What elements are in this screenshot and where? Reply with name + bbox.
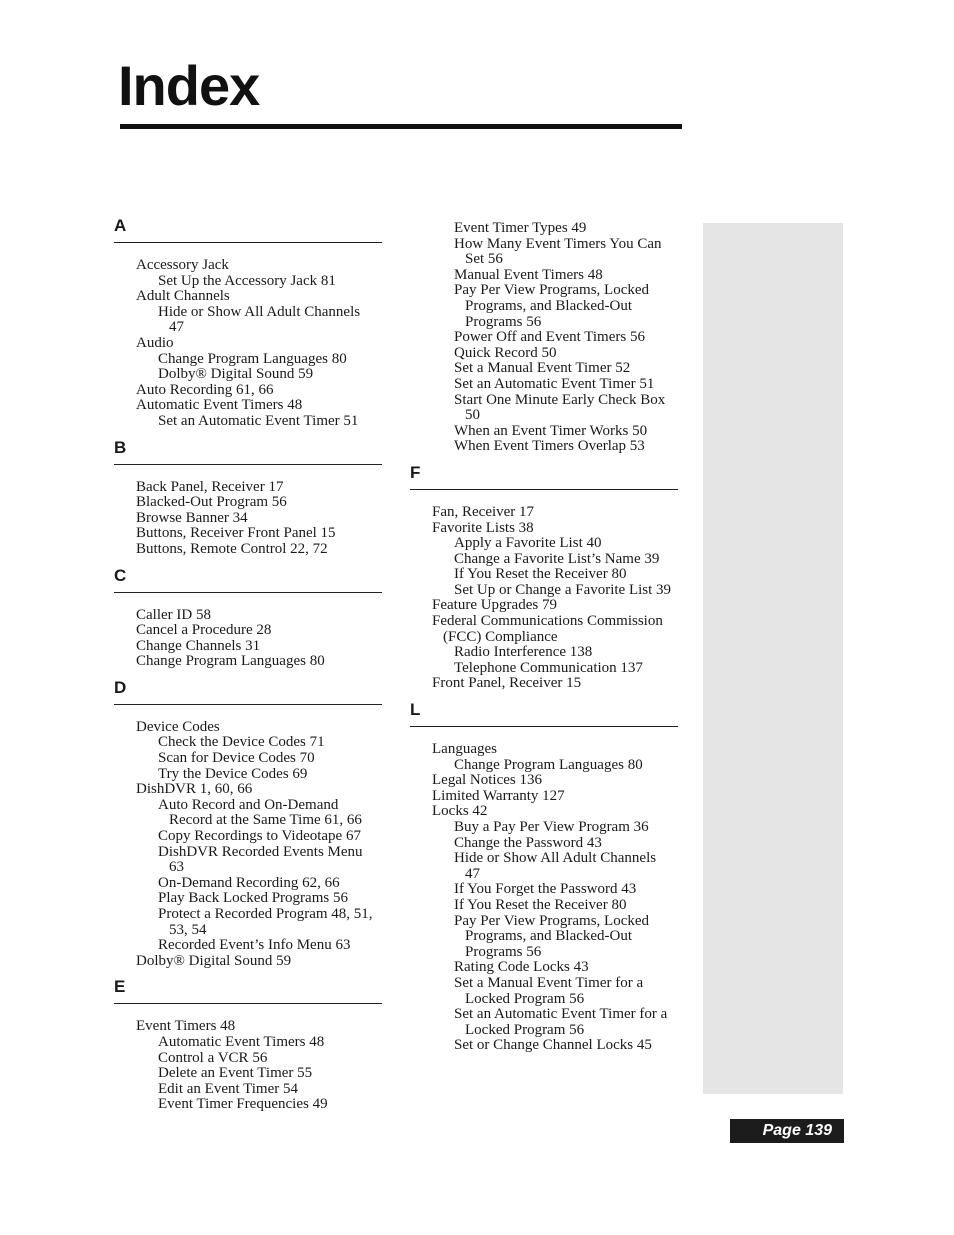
index-entry <box>114 398 382 414</box>
entry-text: Hide or Show All Adult Channels <box>454 850 657 867</box>
entry-text-continued: Record at the Same Time 61, 66 <box>169 812 362 829</box>
index-subentry <box>114 907 382 938</box>
entry-text: Rating Code Locks 43 <box>454 959 589 976</box>
entry-text-continued: 47 <box>465 865 480 882</box>
entry-text: Buy a Pay Per View Program 36 <box>454 819 649 835</box>
entry-text: Favorite Lists 38 <box>432 519 534 536</box>
index-subentry <box>410 567 678 583</box>
index-subentry <box>410 661 678 677</box>
entry-text: Change a Favorite List’s Name 39 <box>454 550 660 567</box>
page-title: Index <box>118 54 260 117</box>
index-entry <box>114 289 382 305</box>
entry-text: Power Off and Event Timers 56 <box>454 329 645 346</box>
entry-text: Start One Minute Early Check Box <box>454 391 666 408</box>
entry-text: Change Program Languages 80 <box>454 756 643 773</box>
index-subentry <box>410 820 678 836</box>
index-subentry <box>410 645 678 661</box>
section-rule <box>114 704 382 705</box>
index-entry <box>114 1019 382 1035</box>
entry-text-continued: (FCC) Compliance <box>443 628 558 645</box>
index-subentry <box>410 758 678 774</box>
index-subentry <box>410 552 678 568</box>
index-subentry <box>410 836 678 852</box>
page-number-label: Page 139 <box>730 1119 844 1143</box>
entry-text: Buttons, Receiver Front Panel 15 <box>136 525 336 542</box>
entry-text-continued: 53, 54 <box>169 921 207 938</box>
entry-text: Manual Event Timers 48 <box>454 266 603 283</box>
entry-text: Control a VCR 56 <box>158 1049 268 1066</box>
index-subentry <box>114 876 382 892</box>
section-letter: D <box>114 677 127 697</box>
index-entry <box>114 511 382 527</box>
entry-text: Pay Per View Programs, Locked <box>454 912 650 929</box>
entry-text: Edit an Event Timer 54 <box>158 1080 298 1097</box>
entry-text: Event Timers 48 <box>136 1018 236 1035</box>
entry-text: Set an Automatic Event Timer 51 <box>158 412 359 429</box>
entry-text: Limited Warranty 127 <box>432 787 565 804</box>
section-rule <box>114 242 382 243</box>
entry-text: Pay Per View Programs, Locked <box>454 282 650 299</box>
index-subentry <box>410 377 678 393</box>
index-entry <box>114 608 382 624</box>
index-entry <box>410 505 678 521</box>
entry-text: Radio Interference 138 <box>454 644 593 661</box>
index-subentry <box>410 851 678 882</box>
index-subentry <box>410 361 678 377</box>
entry-text-continued: Locked Program 56 <box>465 1021 585 1038</box>
entry-text: Buttons, Remote Control 22, 72 <box>136 540 328 557</box>
entry-text: Event Timer Types 49 <box>454 220 587 236</box>
index-column-left <box>114 216 382 1121</box>
index-entry <box>114 639 382 655</box>
index-subentry <box>410 882 678 898</box>
entry-text-continued: Programs, and Blacked-Out <box>465 928 633 945</box>
index-entry <box>410 676 678 692</box>
entry-text-continued: 63 <box>169 859 184 876</box>
entry-text: Automatic Event Timers 48 <box>136 397 303 414</box>
entry-text: Fan, Receiver 17 <box>432 503 535 520</box>
entry-text: Quick Record 50 <box>454 344 557 361</box>
index-entry <box>114 542 382 558</box>
index-entry <box>114 526 382 542</box>
entry-text: On-Demand Recording 62, 66 <box>158 874 340 891</box>
section-rule <box>114 592 382 593</box>
entry-text: Set Up the Accessory Jack 81 <box>158 272 336 289</box>
index-entry <box>114 782 382 798</box>
entry-text-continued: Set 56 <box>465 251 503 268</box>
entry-text: Caller ID 58 <box>136 606 211 623</box>
index-subentry <box>410 536 678 552</box>
title-rule <box>120 124 682 129</box>
index-section <box>114 566 382 670</box>
entry-text: Set a Manual Event Timer for a <box>454 974 644 991</box>
entry-text-continued: 50 <box>465 407 480 424</box>
entry-text: Apply a Favorite List 40 <box>454 535 602 552</box>
entry-text: Delete an Event Timer 55 <box>158 1065 313 1082</box>
index-subentry <box>114 274 382 290</box>
index-section <box>114 438 382 558</box>
entry-text: Set an Automatic Event Timer 51 <box>454 375 655 392</box>
entry-text: How Many Event Timers You Can <box>454 235 662 252</box>
section-letter: B <box>114 437 127 457</box>
entry-text: Recorded Event’s Info Menu 63 <box>158 937 351 954</box>
entry-text: DishDVR 1, 60, 66 <box>136 781 253 798</box>
index-entry <box>410 521 678 537</box>
index-subentry <box>114 798 382 829</box>
entry-text: Event Timer Frequencies 49 <box>158 1096 328 1113</box>
index-entry <box>114 495 382 511</box>
index-subentry <box>410 393 678 424</box>
entry-text-continued: Programs, and Blacked-Out <box>465 297 633 314</box>
index-subentry <box>410 439 678 455</box>
section-letter: L <box>410 700 421 720</box>
entry-text: When an Event Timer Works 50 <box>454 422 648 439</box>
entry-text: Play Back Locked Programs 56 <box>158 890 348 907</box>
entry-text: When Event Timers Overlap 53 <box>454 438 645 455</box>
index-subentry <box>410 330 678 346</box>
section-letter: F <box>410 462 421 482</box>
entry-text: Check the Device Codes 71 <box>158 734 325 751</box>
entry-text: Front Panel, Receiver 15 <box>432 675 582 692</box>
index-subentry <box>114 1051 382 1067</box>
entry-text: Set an Automatic Event Timer for a <box>454 1006 668 1023</box>
index-section <box>410 700 678 1054</box>
index-section <box>114 216 382 430</box>
entry-text: Change Program Languages 80 <box>136 653 325 670</box>
entry-text: Dolby® Digital Sound 59 <box>158 366 314 383</box>
entry-text: Change Channels 31 <box>136 637 261 654</box>
index-subentry <box>114 1066 382 1082</box>
sidebar-panel <box>703 223 843 1094</box>
section-letter: A <box>114 216 127 235</box>
index-entry <box>114 954 382 970</box>
index-subentry <box>114 891 382 907</box>
index-section <box>114 977 382 1113</box>
index-subentry <box>410 268 678 284</box>
index-subentry <box>114 735 382 751</box>
entry-text: Protect a Recorded Program 48, 51, <box>158 906 373 922</box>
section-letter: E <box>114 977 126 997</box>
index-subentry <box>410 237 678 268</box>
entry-text: Languages <box>432 741 497 758</box>
index-subentry <box>114 414 382 430</box>
section-letter: C <box>114 565 127 585</box>
index-column-right <box>410 221 678 1062</box>
index-entry <box>114 336 382 352</box>
entry-text: If You Reset the Receiver 80 <box>454 896 627 913</box>
entry-text: Change Program Languages 80 <box>158 350 347 367</box>
index-section <box>114 678 382 970</box>
index-entry <box>114 383 382 399</box>
index-subentry <box>114 751 382 767</box>
entry-text: Set or Change Channel Locks 45 <box>454 1037 652 1054</box>
entry-text: Audio <box>136 334 174 351</box>
index-subentry <box>410 898 678 914</box>
index-subentry <box>410 960 678 976</box>
index-entry <box>410 773 678 789</box>
index-section <box>410 463 678 692</box>
index-subentry <box>410 1007 678 1038</box>
entry-text-continued: 47 <box>169 319 184 336</box>
entry-text: Browse Banner 34 <box>136 509 248 526</box>
index-subentry <box>114 367 382 383</box>
entry-text: Federal Communications Commission <box>432 613 663 630</box>
entry-text: Copy Recordings to Videotape 67 <box>158 828 361 845</box>
entry-text-continued: Locked Program 56 <box>465 990 585 1007</box>
index-subentry <box>410 583 678 599</box>
index-entry <box>410 598 678 614</box>
index-subentry <box>114 829 382 845</box>
index-subentry <box>114 767 382 783</box>
index-subentry <box>114 1035 382 1051</box>
entry-text: Telephone Communication 137 <box>454 659 643 676</box>
entry-text-continued: Programs 56 <box>465 313 542 330</box>
entry-text: Adult Channels <box>136 288 230 305</box>
entry-text: Legal Notices 136 <box>432 772 542 789</box>
entry-text: Auto Record and On-Demand <box>158 796 339 813</box>
index-subentry <box>114 1097 382 1113</box>
index-subentry <box>410 976 678 1007</box>
index-entry <box>114 623 382 639</box>
entry-text: If You Forget the Password 43 <box>454 881 637 898</box>
entry-text: Dolby® Digital Sound 59 <box>136 952 292 969</box>
entry-text: Auto Recording 61, 66 <box>136 381 274 398</box>
entry-text: Back Panel, Receiver 17 <box>136 478 284 495</box>
index-entry <box>410 804 678 820</box>
section-rule <box>114 1003 382 1004</box>
entry-text: Device Codes <box>136 718 220 735</box>
entry-text: If You Reset the Receiver 80 <box>454 566 627 583</box>
entry-text: Set Up or Change a Favorite List 39 <box>454 581 672 598</box>
entry-text: Cancel a Procedure 28 <box>136 622 272 639</box>
section-rule <box>114 464 382 465</box>
index-subentry <box>410 346 678 362</box>
index-entry <box>410 614 678 645</box>
index-subentry <box>114 938 382 954</box>
index-subentry <box>410 424 678 440</box>
index-subentry <box>114 352 382 368</box>
index-entry <box>114 480 382 496</box>
index-subentry <box>114 305 382 336</box>
index-subentry <box>410 1038 678 1054</box>
index-entry <box>114 258 382 274</box>
index-entry <box>410 789 678 805</box>
entry-text: Feature Upgrades 79 <box>432 597 557 614</box>
index-subentry <box>114 845 382 876</box>
index-subentry <box>410 283 678 330</box>
entry-text: Change the Password 43 <box>454 834 602 851</box>
entry-text: Scan for Device Codes 70 <box>158 750 315 767</box>
index-subentry <box>410 914 678 961</box>
section-rule <box>410 489 678 490</box>
index-subentry <box>410 221 678 237</box>
entry-text: Blacked-Out Program 56 <box>136 494 287 511</box>
index-section <box>410 221 678 455</box>
entry-text: Locks 42 <box>432 803 488 820</box>
index-subentry <box>114 1082 382 1098</box>
section-rule <box>410 726 678 727</box>
entry-text: Hide or Show All Adult Channels <box>158 303 361 320</box>
index-entry <box>410 742 678 758</box>
entry-text: Automatic Event Timers 48 <box>158 1033 325 1050</box>
entry-text-continued: Programs 56 <box>465 943 542 960</box>
entry-text: Accessory Jack <box>136 257 229 273</box>
index-entry <box>114 720 382 736</box>
entry-text: Set a Manual Event Timer 52 <box>454 360 631 377</box>
index-entry <box>114 654 382 670</box>
entry-text: Try the Device Codes 69 <box>158 765 308 782</box>
entry-text: DishDVR Recorded Events Menu <box>158 843 363 860</box>
